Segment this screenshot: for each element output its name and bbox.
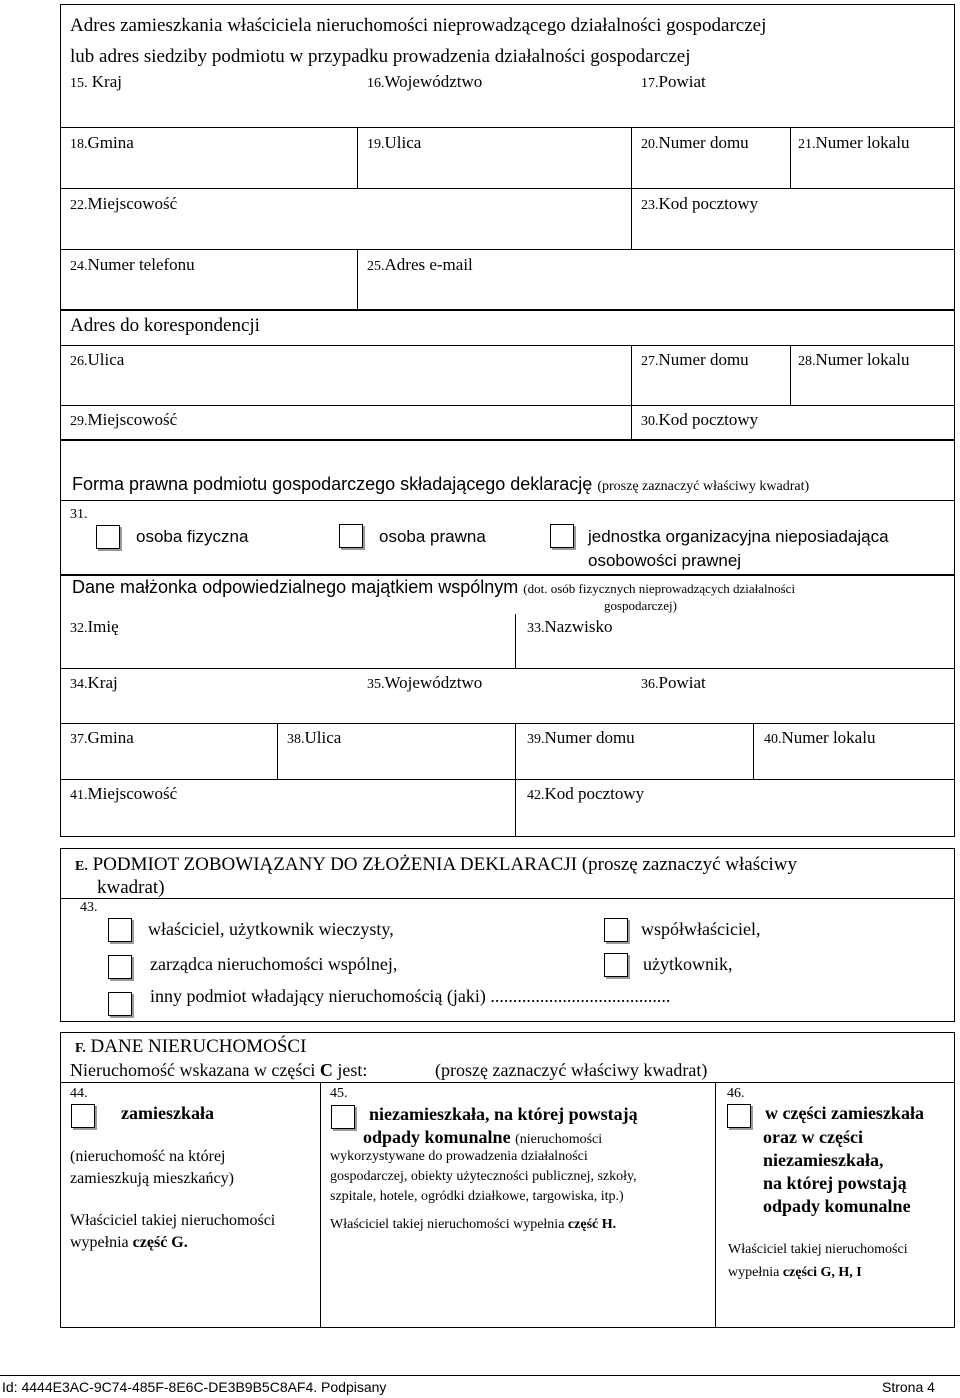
col44-title: zamieszkała (121, 1103, 214, 1123)
spouse-section (60, 575, 955, 837)
col44-fill-line1: Właściciel takiej nieruchomości (70, 1212, 276, 1229)
col44-desc-line1: (nieruchomość na której (70, 1148, 226, 1165)
col45-desc-line4: szpitale, hotele, ogródki działkowe, targowiska, itp.) (330, 1189, 624, 1204)
section-e-title: E. PODMIOT ZOBOWIĄZANY DO ZŁOŻENIA DEKLARACJI (proszę zaznaczyć właściwy (75, 854, 798, 875)
checkbox-jednostka-organizacyjna[interactable] (550, 524, 574, 548)
field-15-kraj[interactable]: 15. Kraj (70, 72, 122, 91)
checkbox-niezamieszkala[interactable] (331, 1105, 355, 1129)
col45-title-line1: niezamieszkała, na której powstają (369, 1104, 638, 1124)
field-40-numer-lokalu[interactable]: 40.Numer lokalu (764, 728, 876, 747)
footer-page-number: Strona 4 (882, 1379, 935, 1395)
checkbox-osoba-prawna[interactable] (339, 524, 363, 548)
checkbox-wlasciciel[interactable] (108, 918, 132, 942)
option-wspolwlasciciel: współwłaściciel, (641, 919, 761, 939)
field-44-number: 44. (70, 1086, 88, 1101)
col46-title-line1: w części zamieszkała (765, 1103, 924, 1123)
field-25-adres-email[interactable]: 25.Adres e-mail (367, 255, 473, 274)
col46-title-line2: oraz w części (763, 1127, 863, 1147)
owner-address-heading-line2: lub adres siedziby podmiotu w przypadku prowadzenia działalności gospodarczej (70, 46, 691, 67)
owner-address-heading-line1: Adres zamieszkania właściciela nieruchomości nieprowadzącego działalności gospodarczej (70, 15, 767, 36)
spouse-note-line2: gospodarczej) (604, 598, 677, 613)
option-uzytkownik: użytkownik, (643, 954, 733, 974)
field-27-numer-domu[interactable]: 27.Numer domu (641, 350, 749, 369)
field-23-kod-pocztowy[interactable]: 23.Kod pocztowy (641, 194, 759, 213)
col46-title-line5: odpady komunalne (763, 1196, 911, 1216)
col45-title-line2: odpady komunalne (nieruchomości (363, 1127, 603, 1147)
field-33-nazwisko[interactable]: 33.Nazwisko (527, 617, 613, 636)
col46-fill-line1: Właściciel takiej nieruchomości (728, 1242, 908, 1257)
field-22-miejscowosc[interactable]: 22.Miejscowość (70, 194, 178, 213)
field-18-gmina[interactable]: 18.Gmina (70, 133, 134, 152)
field-32-imie[interactable]: 32.Imię (70, 617, 119, 636)
col45-desc-line2: wykorzystywane do prowadzenia działalności (330, 1149, 588, 1164)
checkbox-uzytkownik[interactable] (604, 953, 628, 977)
field-17-powiat[interactable]: 17.Powiat (641, 72, 706, 91)
field-45-number: 45. (330, 1086, 348, 1101)
section-f-subtitle: Nieruchomość wskazana w części C jest: (70, 1060, 368, 1080)
option-osoba-fizyczna: osoba fizyczna (136, 527, 249, 546)
option-jednostka-line1: jednostka organizacyjna nieposiadająca (588, 527, 889, 546)
col45-desc-line3: gospodarczej, obiekty użyteczności publicznej, szkoły, (330, 1169, 637, 1184)
checkbox-inny-podmiot[interactable] (108, 992, 132, 1016)
field-38-ulica[interactable]: 38.Ulica (287, 728, 342, 747)
field-26-ulica[interactable]: 26.Ulica (70, 350, 125, 369)
field-37-gmina[interactable]: 37.Gmina (70, 728, 134, 747)
field-16-wojewodztwo[interactable]: 16.Województwo (367, 72, 483, 91)
legal-form-heading: Forma prawna podmiotu gospodarczego składającego deklarację (proszę zaznaczyć właściwy kwadrat) (72, 474, 810, 494)
checkbox-zarzadca[interactable] (108, 955, 132, 979)
col45-fill-line: Właściciel takiej nieruchomości wypełnia część H. (330, 1217, 617, 1232)
field-39-numer-domu[interactable]: 39.Numer domu (527, 728, 635, 747)
checkbox-czesciowo-zamieszkala[interactable] (727, 1104, 751, 1128)
field-31-number: 31. (70, 507, 88, 522)
field-34-kraj[interactable]: 34.Kraj (70, 673, 118, 692)
field-29-miejscowosc[interactable]: 29.Miejscowość (70, 410, 178, 429)
field-35-wojewodztwo[interactable]: 35.Województwo (367, 673, 483, 692)
field-36-powiat[interactable]: 36.Powiat (641, 673, 706, 692)
field-30-kod-pocztowy[interactable]: 30.Kod pocztowy (641, 410, 759, 429)
checkbox-zamieszkala[interactable] (71, 1104, 95, 1128)
option-osoba-prawna: osoba prawna (379, 527, 486, 546)
correspondence-heading: Adres do korespondencji (70, 315, 260, 336)
field-41-miejscowosc[interactable]: 41.Miejscowość (70, 784, 178, 803)
field-20-numer-domu[interactable]: 20.Numer domu (641, 133, 749, 152)
field-46-number: 46. (727, 1086, 745, 1101)
field-28-numer-lokalu[interactable]: 28.Numer lokalu (798, 350, 910, 369)
section-f-note: (proszę zaznaczyć właściwy kwadrat) (435, 1060, 708, 1080)
option-jednostka-line2: osobowości prawnej (588, 551, 742, 570)
field-19-ulica[interactable]: 19.Ulica (367, 133, 422, 152)
col46-title-line4: na której powstają (763, 1173, 907, 1193)
col44-desc-line2: zamieszkują mieszkańcy) (70, 1170, 234, 1187)
field-21-numer-lokalu[interactable]: 21.Numer lokalu (798, 133, 910, 152)
col44-fill-line2: wypełnia część G. (70, 1234, 188, 1251)
footer-document-id: Id: 4444E3AC-9C74-485F-8E6C-DE3B9B5C8AF4. Podpisany (2, 1379, 387, 1395)
spouse-heading: Dane małżonka odpowiedzialnego majątkiem wspólnym (dot. osób fizycznych nieprowadzących działalności (72, 577, 796, 597)
field-24-numer-telefonu[interactable]: 24.Numer telefonu (70, 255, 195, 274)
col46-fill-line2: wypełnia części G, H, I (728, 1265, 862, 1280)
section-f-title: F. DANE NIERUCHOMOŚCI (75, 1036, 307, 1057)
legal-form-section (60, 440, 955, 575)
checkbox-wspolwlasciciel[interactable] (604, 918, 628, 942)
option-wlasciciel: właściciel, użytkownik wieczysty, (148, 919, 394, 939)
col46-title-line3: niezamieszkała, (763, 1150, 884, 1170)
section-e-title-cont: kwadrat) (97, 877, 165, 898)
option-zarzadca: zarządca nieruchomości wspólnej, (150, 954, 398, 974)
option-inny-podmiot: inny podmiot władający nieruchomością (jaki) ........................................ (150, 986, 671, 1006)
checkbox-osoba-fizyczna[interactable] (96, 525, 120, 549)
field-43-number: 43. (80, 900, 98, 915)
field-42-kod-pocztowy[interactable]: 42.Kod pocztowy (527, 784, 645, 803)
